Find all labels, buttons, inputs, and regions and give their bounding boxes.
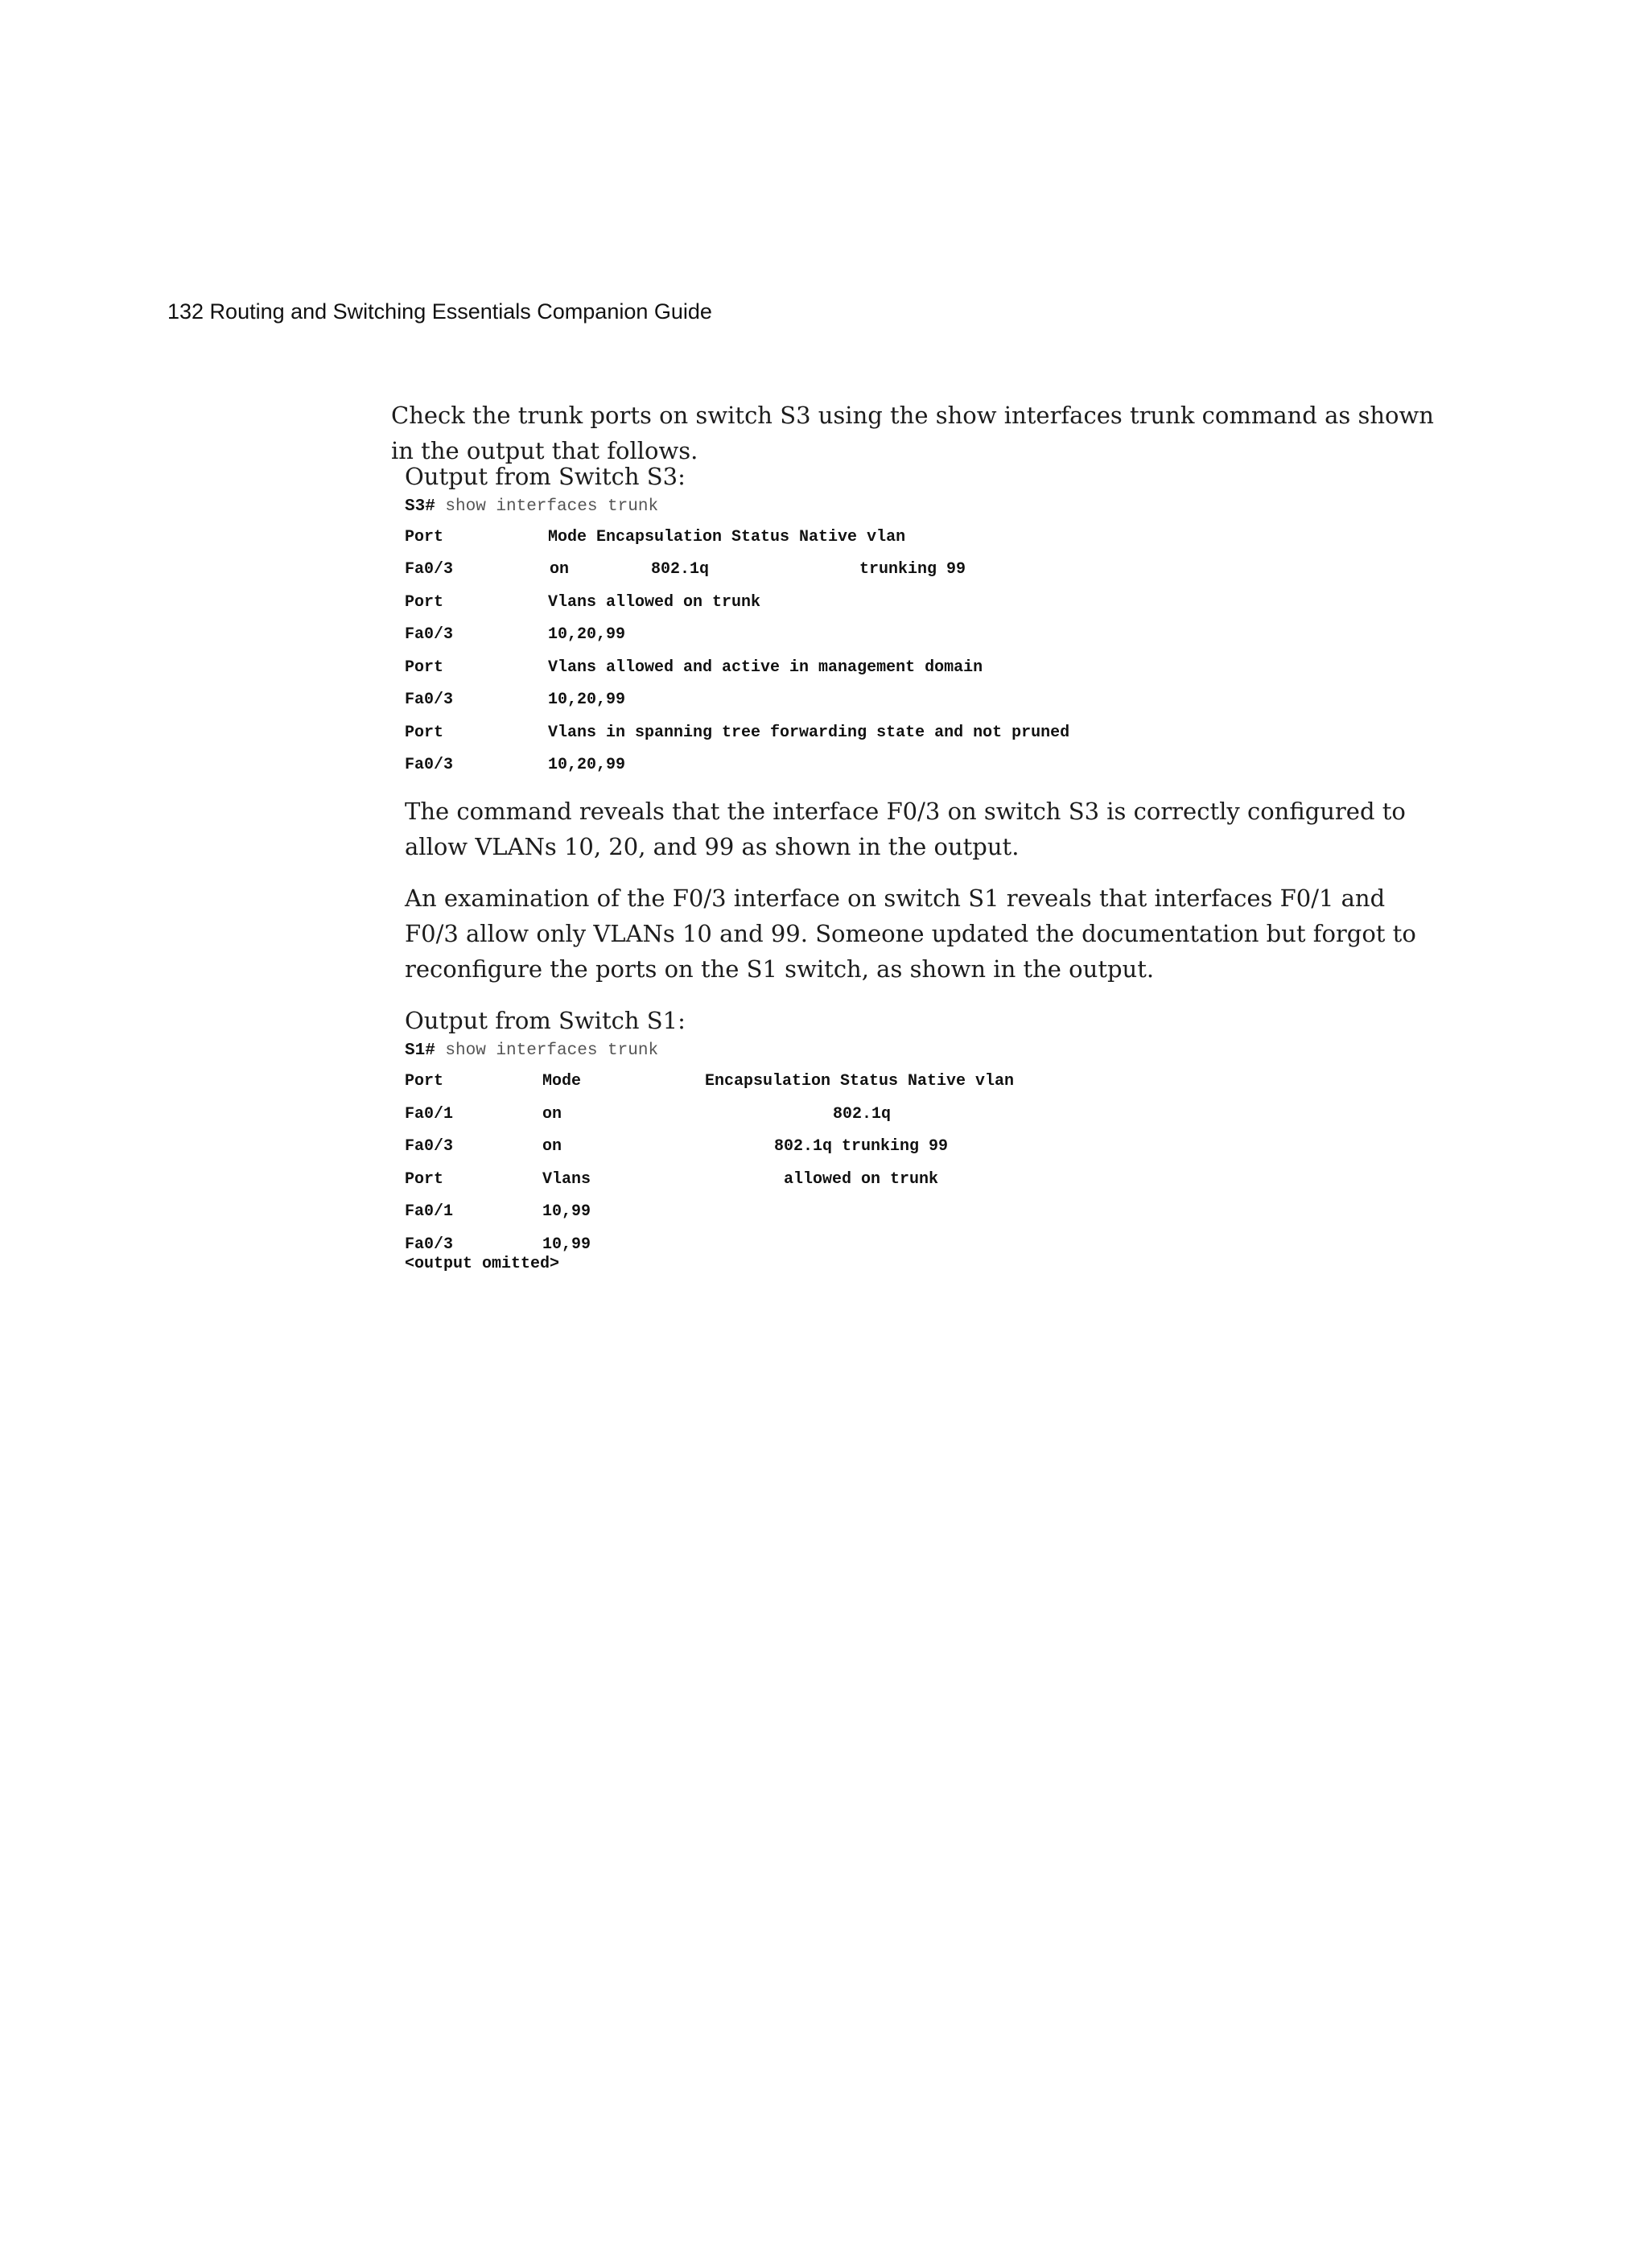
s3-cell: Port [405, 658, 444, 677]
s3-cell: Port [405, 724, 444, 742]
s3-cell: 10,20,99 [548, 691, 626, 709]
s1-cell: 10,99 [542, 1235, 591, 1254]
s1-cell: Port [405, 1072, 444, 1091]
s1-output-omitted: <output omitted> [405, 1255, 560, 1273]
s1-cell: Vlans [542, 1170, 591, 1189]
s3-cell: Vlans in spanning tree forwarding state and not pruned [548, 724, 1070, 742]
s1-prompt: S1# [405, 1041, 435, 1060]
s3-cell: Fa0/3 [405, 560, 454, 579]
intro-paragraph: Check the trunk ports on switch S3 using the show interfaces trunk command as shown in the output that follows. [391, 402, 1434, 464]
s1-cell: 10,99 [542, 1202, 591, 1221]
s3-cell: on [550, 560, 570, 579]
s3-cell: Fa0/3 [405, 691, 454, 709]
s3-cell: 10,20,99 [548, 625, 626, 644]
s3-output-label: Output from Switch S3: [405, 463, 686, 490]
s3-cell: 10,20,99 [548, 756, 626, 774]
s1-cell: allowed on trunk [784, 1170, 939, 1189]
s1-command-line [405, 1040, 658, 1062]
s3-cell: Mode Encapsulation Status Native vlan [548, 528, 906, 546]
s1-cell: 802.1q [833, 1105, 892, 1124]
s3-prompt: S3# [405, 497, 435, 516]
s3-cell: trunking 99 [859, 560, 966, 579]
s3-cell: Vlans allowed on trunk [548, 593, 761, 612]
paragraph-s3-result: The command reveals that the interface F0/3 on switch S3 is correctly configured to allow VLANs 10, 20, and 99 as shown in the output. [405, 798, 1406, 860]
s1-cell: on [542, 1137, 562, 1156]
s3-command: show interfaces trunk [435, 497, 659, 516]
s1-output-label: Output from Switch S1: [405, 1007, 686, 1034]
s3-cell: 802.1q [651, 560, 710, 579]
running-header: 132 Routing and Switching Essentials Companion Guide [167, 299, 712, 324]
s3-cell: Fa0/3 [405, 625, 454, 644]
s1-cell: Fa0/3 [405, 1137, 454, 1156]
s3-cell: Port [405, 593, 444, 612]
s1-cell: Port [405, 1170, 444, 1189]
s1-cell: Encapsulation Status Native vlan [705, 1072, 1015, 1091]
s3-cell: Fa0/3 [405, 756, 454, 774]
paragraph-s1-examination: An examination of the F0/3 interface on switch S1 reveals that interfaces F0/1 and F0/3 allow only VLANs 10 and 99. Someone updated the documentation but forgot to reconfigure the ports on the S1 switch, as shown in the output. [405, 885, 1416, 983]
s1-command: show interfaces trunk [435, 1041, 659, 1060]
s1-cell: Fa0/3 [405, 1235, 454, 1254]
s3-cell: Port [405, 528, 444, 546]
s1-cell: 802.1q trunking 99 [774, 1137, 949, 1156]
s3-cell: Vlans allowed and active in management domain [548, 658, 983, 677]
s1-cell: Fa0/1 [405, 1105, 454, 1124]
s1-cell: on [542, 1105, 562, 1124]
s1-cell: Fa0/1 [405, 1202, 454, 1221]
s1-cell: Mode [542, 1072, 582, 1091]
s3-command-line [405, 496, 658, 518]
